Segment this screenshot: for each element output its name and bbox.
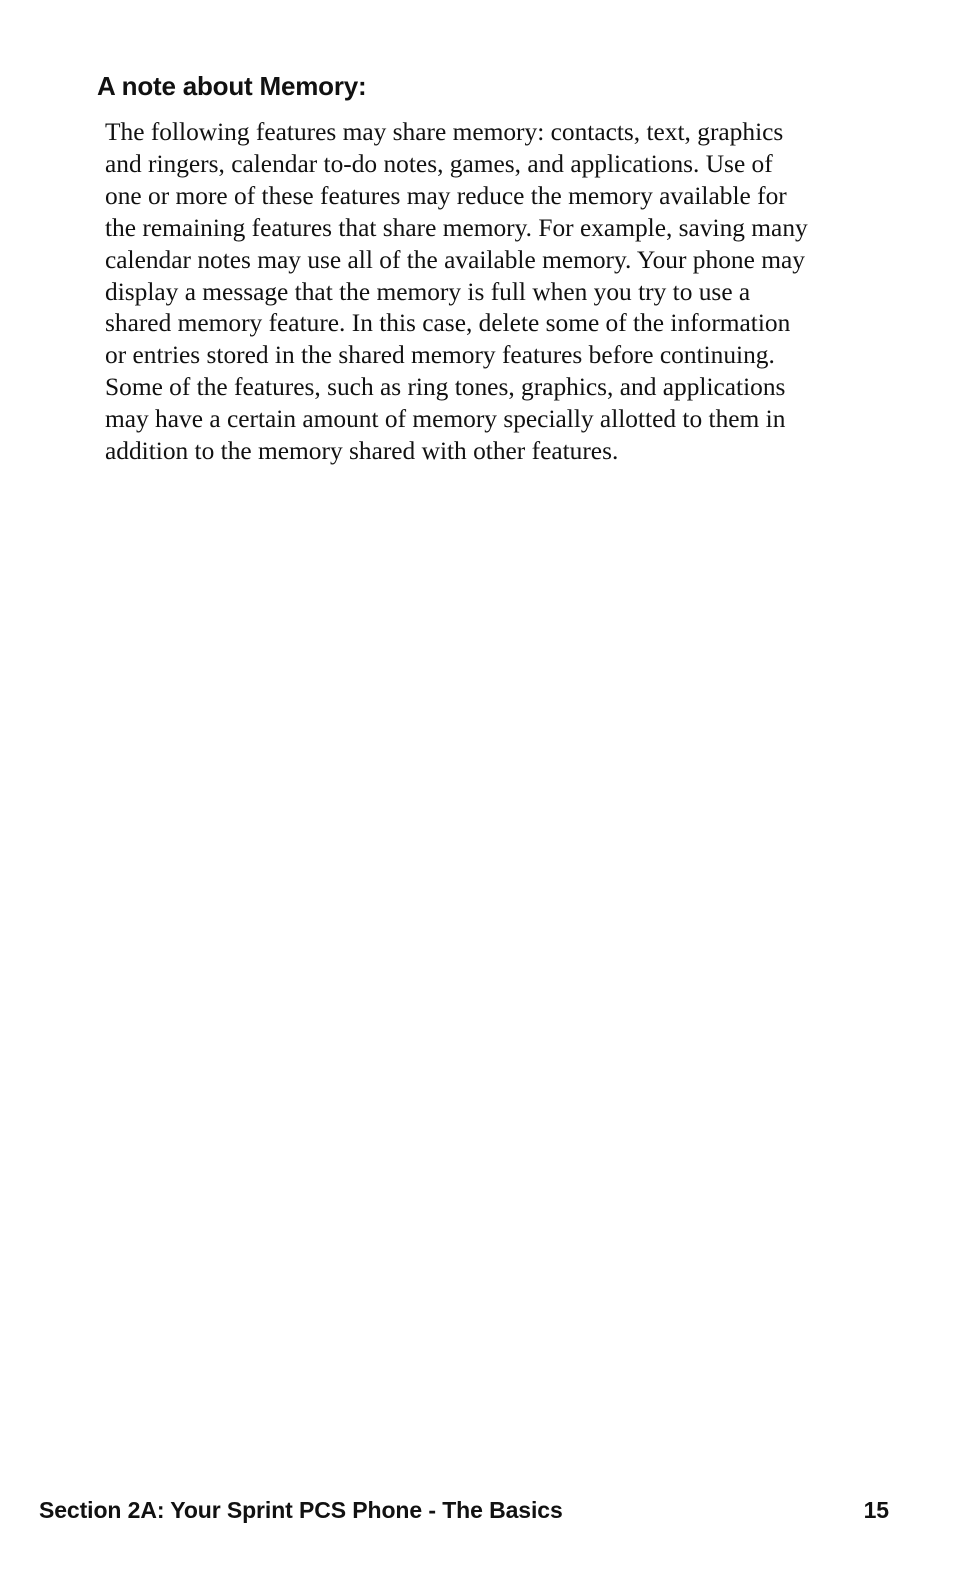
paragraph-line: Some of the features, such as ring tones, graphics, and applications xyxy=(105,373,786,402)
note-paragraph xyxy=(105,117,885,468)
page-footer xyxy=(39,1492,889,1528)
paragraph-line: display a message that the memory is full when you try to use a xyxy=(105,277,751,306)
paragraph-line: and ringers, calendar to-do notes, games, and applications. Use of xyxy=(105,149,773,178)
paragraph-line: The following features may share memory: contacts, text, graphics xyxy=(105,118,784,146)
paragraph-line: one or more of these features may reduce the memory available for xyxy=(105,181,787,210)
paragraph-line: or entries stored in the shared memory features before continuing. xyxy=(105,341,775,370)
page-number: 15 xyxy=(863,1496,889,1523)
paragraph-line: may have a certain amount of memory specially allotted to them in xyxy=(105,405,786,434)
paragraph-line: the remaining features that share memory. For example, saving many xyxy=(105,213,808,242)
paragraph-line: calendar notes may use all of the available memory. Your phone may xyxy=(105,245,805,274)
paragraph-line: addition to the memory shared with other features. xyxy=(105,437,619,466)
footer-section-title: Section 2A: Your Sprint PCS Phone - The Basics xyxy=(39,1496,563,1523)
note-heading: A note about Memory: xyxy=(97,71,367,101)
paragraph-line: shared memory feature. In this case, delete some of the information xyxy=(105,309,791,338)
